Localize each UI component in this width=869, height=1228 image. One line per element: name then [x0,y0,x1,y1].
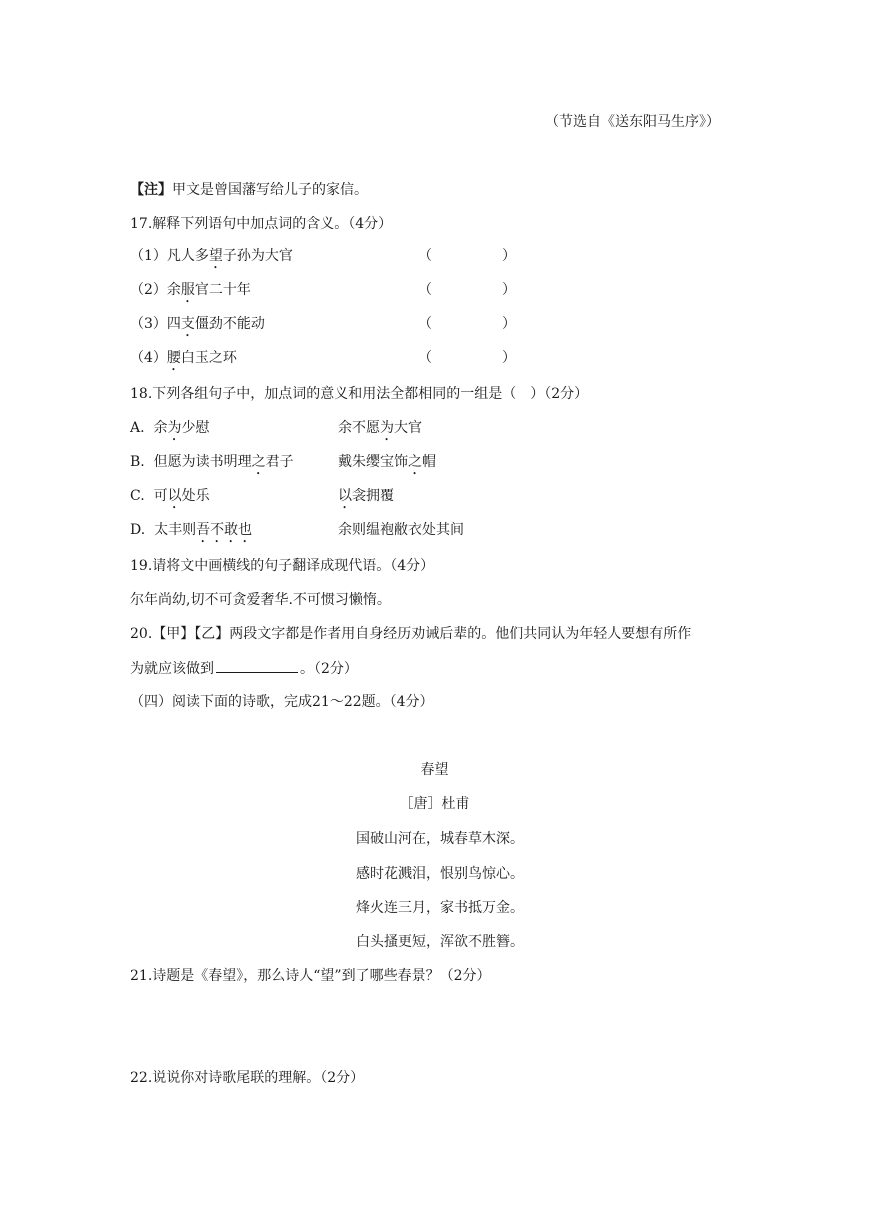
option-c: C. 可以处乐 [130,488,210,504]
poem-title: 春望 [420,762,449,778]
answer-parentheses: （ ） [418,350,516,366]
poem-line: 白头搔更短，浑欲不胜簪。 [356,934,524,950]
note [130,180,368,200]
answer-blank[interactable] [216,658,298,673]
note-label: 【注】 [130,182,172,198]
option-a-right: 余不愿为大官 [338,420,422,436]
poem-line: 国破山河在，城春草木深。 [356,831,524,847]
question-20-line2: 为就应该做到 。（2分） [130,658,358,679]
question-17-stem: 17.解释下列语句中加点词的含义。（4分） [130,216,393,232]
question-17-item: （4）腰白玉之环 [130,350,237,366]
option-d-right: 余则缊袍敝衣处其间 [338,522,464,538]
section-4-heading: （四）阅读下面的诗歌，完成21～22题。（4分） [130,694,434,710]
question-17-item: （3）四支僵劲不能动 [130,316,265,332]
question-17-item: （2）余服官二十年 [130,282,251,298]
source-citation: （节选自《送东阳马生序》） [545,114,720,130]
question-22: 22.说说你对诗歌尾联的理解。（2分） [130,1070,365,1086]
question-20-line1: 20.【甲】【乙】两段文字都是作者用自身经历劝诫后辈的。他们共同认为年轻人要想有所作 [130,626,692,642]
question-18-stem: 18.下列各组句子中，加点词的意义和用法全都相同的一组是（ ）（2分） [130,386,589,402]
question-21: 21.诗题是《春望》，那么诗人“望”到了哪些春景？（2分） [130,968,491,984]
poem-line: 感时花溅泪，恨别鸟惊心。 [356,866,524,882]
question-19-stem: 19.请将文中画横线的句子翻译成现代语。（4分） [130,558,435,574]
poem-author: ［唐］杜甫 [399,796,470,812]
option-b: B. 但愿为读书明理之君子 [130,454,294,470]
poem-line: 烽火连三月，家书抵万金。 [356,900,524,916]
question-17-item: （1）凡人多望子孙为大官 [130,248,293,264]
note-text: 甲文是曾国藩写给儿子的家信。 [172,182,368,198]
option-a: A. 余为少慰 [130,420,210,436]
answer-parentheses: （ ） [418,248,516,264]
question-19-sentence: 尔年尚幼,切不可贪爱奢华.不可惯习懒惰。 [130,592,391,608]
option-d: D. 太丰则吾不敢也 [130,522,253,538]
answer-parentheses: （ ） [418,282,516,298]
option-c-right: 以衾拥覆 [338,488,394,504]
option-b-right: 戴朱缨宝饰之帽 [338,454,436,470]
answer-parentheses: （ ） [418,316,516,332]
